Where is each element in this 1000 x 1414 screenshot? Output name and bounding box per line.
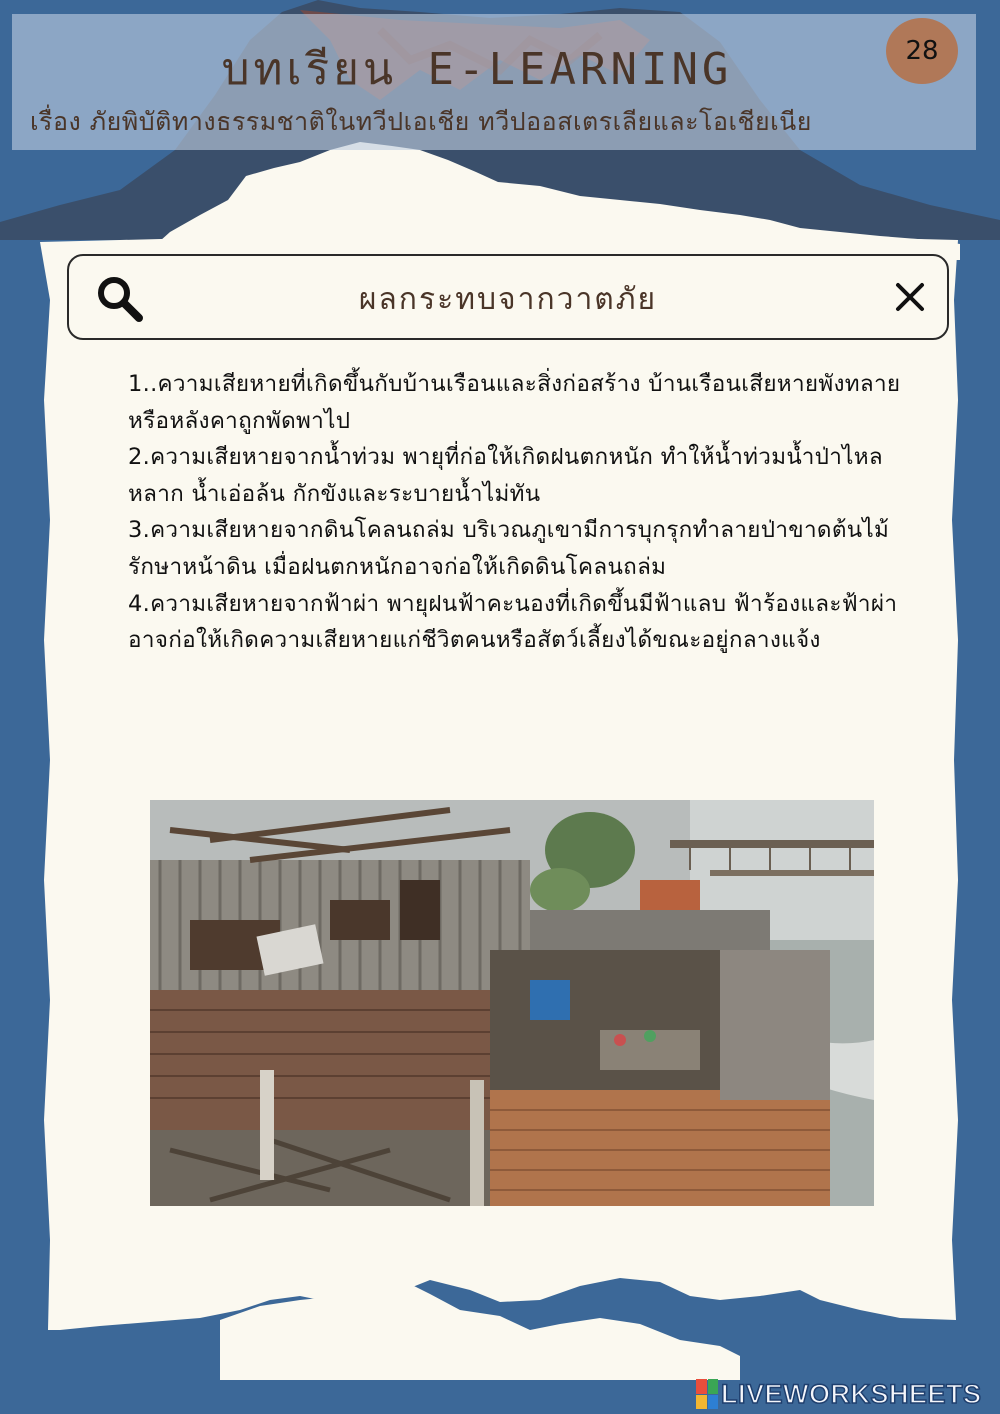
liveworksheets-watermark — [696, 1378, 982, 1410]
page-title: บทเรียน E-LEARNING — [221, 44, 733, 95]
page-subtitle: เรื่อง ภัยพิบัติทางธรรมชาติในทวีปเอเชีย ทวีปออสเตรเลียและโอเชียเนีย — [30, 107, 812, 136]
content-item: 2.ความเสียหายจากน้ำท่วม พายุที่ก่อให้เกิดฝนตกหนัก ทำให้น้ำท่วมน้ำป่าไหลหลาก น้ำเอ่อล้น กักขังและระบายน้ำไม่ทัน — [128, 444, 883, 507]
content-item: 4.ความเสียหายจากฟ้าผ่า พายุฝนฟ้าคะนองที่เกิดขึ้นมีฟ้าแลบ ฟ้าร้องและฟ้าผ่า อาจก่อให้เกิดความเสียหายแก่ชีวิตคนหรือสัตว์เลี้ยงได้ขณะอยู่กลางแจ้ง — [128, 590, 898, 654]
storm-damage-photo — [150, 800, 874, 1206]
paper-bottom-piece — [220, 1284, 740, 1380]
watermark-text: LIVEWORKSHEETS — [721, 1378, 982, 1409]
content-item: 1..ความเสียหายที่เกิดขึ้นกับบ้านเรือนและสิ่งก่อสร้าง บ้านเรือนเสียหายพังทลาย หรือหลังคาถูกพัดพาไป — [128, 371, 901, 434]
header-banner — [12, 14, 976, 150]
content-item: 3.ความเสียหายจากดินโคลนถล่ม บริเวณภูเขามีการบุกรุกทำลายป่าขาดต้นไม้รักษาหน้าดิน เมื่อฝนตกหนักอาจก่อให้เกิดดินโคลนถล่ม — [128, 517, 890, 580]
close-icon[interactable] — [893, 280, 927, 314]
search-icon[interactable] — [95, 274, 145, 324]
liveworksheets-logo-icon — [696, 1379, 718, 1409]
content-text — [128, 366, 918, 659]
page-number-badge: 28 — [886, 18, 958, 84]
search-query-text: ผลกระทบจากวาตภัย — [358, 282, 658, 317]
search-bar[interactable] — [67, 254, 949, 340]
